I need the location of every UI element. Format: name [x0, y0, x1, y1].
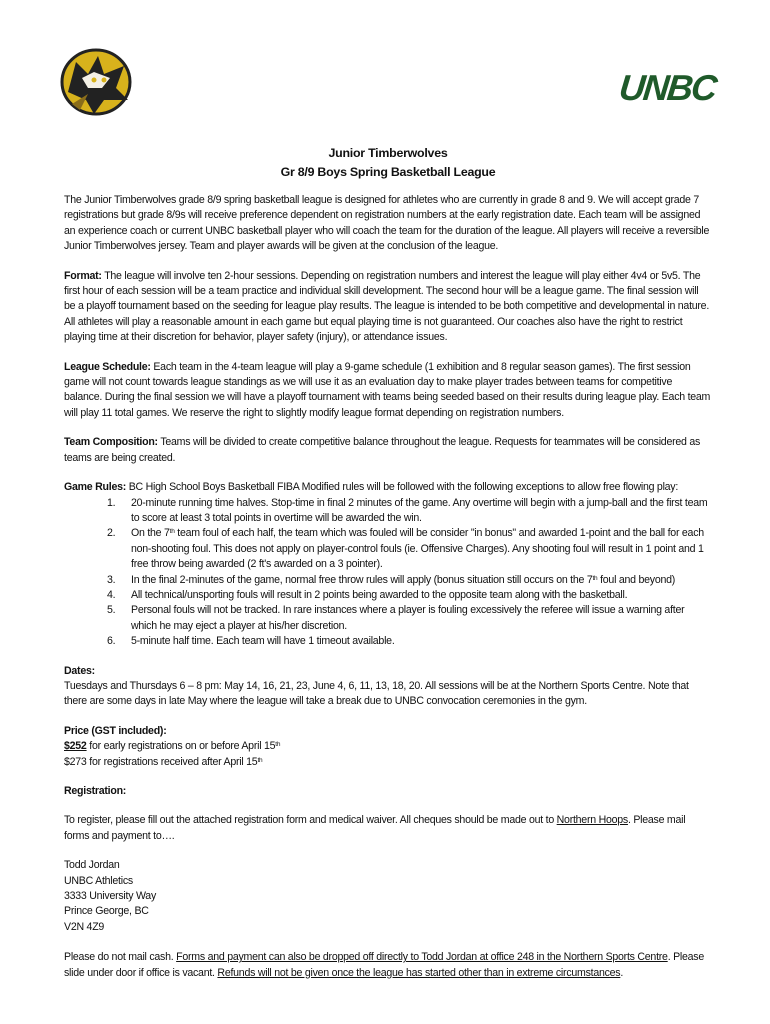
dates-heading: Dates:: [64, 664, 95, 677]
address-line: Prince George, BC: [64, 905, 149, 918]
schedule-text: Each team in the 4-team league will play a 9-game schedule (1 exhibition and 8 regular season games). The first session game will not count towards league standings as we will use it as an evaluation day to make player trades between teams for competitive balance. During the final session we will have a playoff tournament with teams being seeded based on their results during league play. Each team will play 11 total games. We reserve the right to slightly modify league format depending on registration numbers.: [64, 360, 711, 419]
rules-text: BC High School Boys Basketball FIBA Modified rules will be followed with the following exceptions to allow free flowing play:: [126, 481, 679, 494]
dates-section: [64, 664, 712, 710]
early-price-amount: $252: [64, 740, 87, 753]
format-section: [64, 269, 712, 346]
list-item-number: 4.: [107, 588, 116, 601]
format-heading: Format:: [64, 269, 102, 282]
ordinal-suffix: th: [257, 756, 263, 764]
price-section: [64, 724, 712, 770]
list-item-number: 2.: [107, 527, 116, 540]
payee-name: Northern Hoops: [556, 814, 628, 827]
registration-heading-line: [64, 784, 712, 799]
junior-timberwolves-logo: [58, 44, 134, 120]
refund-note: Refunds will not be given once the league has started other than in extreme circumstances: [217, 966, 621, 979]
footer-text: Please do not mail cash.: [64, 951, 177, 964]
registration-heading: Registration:: [64, 785, 127, 797]
footer-text-mid: . Please slide under door if office is vacant.: [64, 951, 704, 979]
list-item-text: 20-minute running time halves. Stop-time in final 2 minutes of the game. Any overtime will begin with a jump-ball and the first team to score at least 3 total points in overtime will be awarded the win.: [131, 496, 708, 524]
format-text: The league will involve ten 2-hour sessions. Depending on registration numbers and interest the league will play either 4v4 or 5v5. The first hour of each session will be a team practice and individual skill development. The second hour will be a league game. The final session will be a playoff tournament based on the seeding for league play results. The league is intended to be both competitive and developmental in nature. All athletes will play a reasonable amount in each game but equal playing time is not guaranteed. Our coaches also have the right to restrict playing time at their discretion for behavior, player safety (injury), or attendance issues.: [64, 269, 710, 344]
list-item-number: 6.: [107, 635, 116, 648]
late-price-line: [64, 756, 262, 768]
rules-intro: [64, 480, 712, 495]
rules-section: [64, 480, 712, 649]
price-heading: Price (GST included):: [64, 724, 167, 737]
page-subtitle: Gr 8/9 Boys Spring Basketball League: [280, 165, 496, 179]
list-item-number: 5.: [107, 604, 116, 617]
composition-heading: Team Composition:: [64, 436, 158, 449]
address-line: UNBC Athletics: [64, 874, 133, 887]
rules-heading: Game Rules:: [64, 481, 127, 494]
list-item-number: 1.: [107, 496, 116, 509]
early-price-line: [64, 740, 280, 752]
ordinal-suffix: th: [592, 574, 598, 582]
list-item-text: All technical/unsporting fouls will result in 2 points being awarded to the opposite team along with the basketball.: [131, 588, 628, 601]
page-title: Junior Timberwolves: [328, 146, 448, 160]
list-item-text-continued: team foul of each half, the team which was fouled will be consider "in bonus" and awarded 1-point and the ball for each non-shooting foul. This does not apply on player-control fouls (ie. Offensive Charges). Any shooting foul will result in 1 point and 1 free throw being awarded (2 ft's awarded on a 3 pointer).: [131, 527, 704, 571]
list-item-text: Personal fouls will not be tracked. In rare instances where a player is fouling excessively the referee will issue a warning after which he may eject a player at his/her discretion.: [131, 604, 685, 632]
schedule-section: [64, 360, 712, 422]
intro-paragraph: The Junior Timberwolves grade 8/9 spring basketball league is designed for athletes who are currently in grade 8 and 9. We will accept grade 7 registrations but grade 8/9s will receive preference dependent on registration numbers at the early registration date. Each team will be assigned an experience coach or current UNBC basketball player who will coach the team for the duration of the league. All players will receive a reversible Junior Timberwolves jersey. Team and player awards will be given at the conclusion of the league.: [64, 194, 710, 253]
mailing-address: [64, 858, 712, 935]
list-item-text: On the 7: [131, 527, 170, 540]
footer-notes: [64, 950, 712, 981]
document-header: [64, 144, 712, 182]
list-item: [64, 573, 712, 588]
rules-list: [64, 496, 712, 650]
list-item-text-continued: foul and beyond): [597, 573, 676, 586]
late-price-text: $273 for registrations received after April 15: [64, 755, 258, 768]
address-line: 3333 University Way: [64, 890, 157, 903]
address-line: V2N 4Z9: [64, 920, 105, 933]
schedule-heading: League Schedule:: [64, 360, 151, 373]
ordinal-suffix: th: [169, 528, 175, 536]
unbc-logo-text: UNBC: [617, 67, 718, 108]
list-item: [64, 588, 712, 603]
list-item: [64, 526, 712, 572]
document-body: [64, 144, 712, 995]
footer-text-end: .: [620, 966, 624, 979]
dates-text: Tuesdays and Thursdays 6 – 8 pm: May 14, 16, 21, 23, June 4, 6, 11, 13, 18, 20. All sessions will be at the Northern Sports Centre. Note that there are some days in late May where the league will take a break due to UNBC convocation ceremonies in the gym.: [64, 679, 689, 708]
registration-text: To register, please fill out the attached registration form and medical waiver. All cheques should be made out to: [64, 814, 557, 827]
unbc-logo: [617, 62, 718, 108]
composition-text: Teams will be divided to create competitive balance throughout the league. Requests for teammates will be considered as teams are being created.: [64, 436, 701, 464]
address-line: Todd Jordan: [64, 859, 120, 872]
ordinal-suffix: th: [275, 741, 281, 749]
list-item: [64, 496, 712, 527]
list-item: [64, 634, 712, 649]
early-price-text: for early registrations on or before April 15: [86, 740, 276, 753]
list-item-text: 5-minute half time. Each team will have 1 timeout available.: [131, 635, 395, 648]
registration-text-end: . Please mail forms and payment to….: [64, 814, 686, 842]
list-item: [64, 603, 712, 634]
registration-instructions: [64, 813, 712, 844]
composition-section: [64, 435, 712, 466]
drop-off-note: Forms and payment can also be dropped off directly to Todd Jordan at office 248 in the Northern Sports Centre: [176, 951, 668, 964]
list-item-number: 3.: [107, 573, 116, 586]
list-item-text: In the final 2-minutes of the game, normal free throw rules will apply (bonus situation still occurs on the 7: [131, 573, 593, 586]
